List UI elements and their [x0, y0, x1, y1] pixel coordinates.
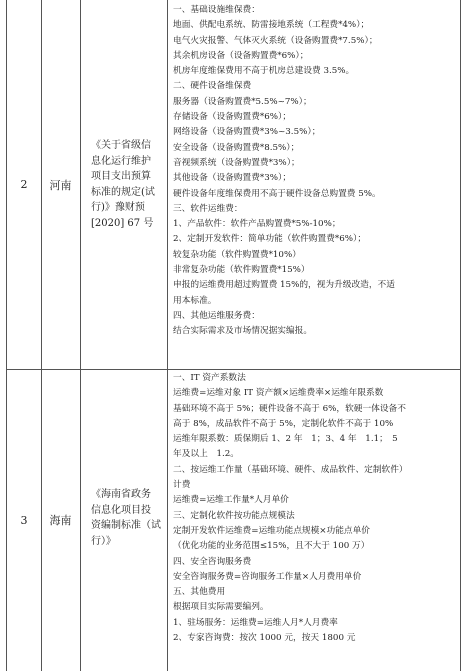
content-line: 存储设备（设备购置费*6%）；: [173, 112, 292, 123]
content-line: 服务器（设备购置费*5.5%~7%）；: [173, 96, 312, 107]
regulation-title-line: 《关于省级信: [91, 140, 151, 151]
content-line: 五、其他费用: [173, 587, 226, 598]
content-line: 二、按运维工作量（基础环境、硬件、成品软件、定制软件）: [173, 464, 408, 475]
standard-content: [173, 3, 395, 340]
content-line: 非常复杂功能（软件购置费*15%）: [173, 265, 310, 276]
content-line: 其他设备（设备购置费*3%）；: [173, 173, 292, 184]
content-line: 1、驻场服务：运维费=运维人月*人月费率: [173, 617, 338, 628]
content-line: 地面、供配电系统、防雷接地系统（工程费*4%）；: [173, 20, 370, 31]
content-line: 1、产品软件：软件产品购置费*5%-10%；: [173, 219, 341, 230]
content-line: 用本标准。: [173, 295, 217, 306]
province-cell: 海南: [49, 514, 72, 527]
content-line: 安全咨询服务费=咨询服务工作量×人月费用单价: [173, 571, 362, 582]
row-number-cell: 2: [20, 178, 28, 191]
content-line: 2、定制开发软件：简单功能（软件购置费*6%）；: [173, 234, 367, 245]
standard-content: [173, 371, 408, 646]
content-line: 申报的运维费用超过购置费 15%的，视为升级改造，不适: [173, 280, 395, 291]
column-divider: [80, 0, 81, 671]
content-line: 机房年度维保费用不高于机房总建设费 3.5%。: [173, 66, 355, 77]
content-line: 一、IT 资产系数法: [173, 373, 246, 383]
regulation-title-line: 行)》豫财预: [91, 202, 145, 213]
content-line: 运维年限系数：质保期后 1、2 年 1；3、4 年 1.1； 5: [173, 434, 398, 445]
content-line: 2、专家咨询费：按次 1000 元，按天 1800 元: [173, 633, 356, 644]
regulation-title-line: 信息化项目投: [91, 504, 151, 516]
content-line: 较复杂功能（软件购置费*10%）: [173, 249, 301, 260]
content-line: 其余机房设备（设备购置费*6%）；: [173, 50, 309, 61]
content-line: 四、其他运维服务费：: [173, 310, 260, 321]
content-line: 结合实际需求及市场情况据实编报。: [173, 326, 312, 337]
content-line: 网络设备（设备购置费*3%~3.5%）；: [173, 127, 321, 138]
content-line: 运维费=运维工作量*人月单价: [173, 495, 289, 506]
row-number-cell: 3: [20, 513, 28, 527]
content-line: 电气火灾报警、气体灭火系统（设备购置费*7.5%）；: [173, 35, 378, 46]
content-line: 计费: [173, 480, 191, 491]
content-line: 安全设备（设备购置费*8.5%）；: [173, 142, 300, 153]
content-line: 三、软件运维费：: [173, 203, 243, 214]
regulation-title-line: [2020] 67 号: [91, 217, 154, 229]
regulation-title-line: 行）》: [91, 535, 116, 547]
content-line: 一、基础设施维保费：: [173, 5, 260, 15]
regulation-title-line: 项目支出预算: [91, 171, 151, 182]
province-cell: 河南: [49, 178, 72, 192]
content-line: 根据项目实际需要编列。: [173, 602, 269, 613]
column-divider: [167, 0, 168, 671]
content-line: （优化功能的业务范围≤15%，且不大于 100 万）: [173, 541, 370, 552]
content-line: 二、硬件设备维保费: [173, 81, 252, 92]
content-line: 三、定制化软件按功能点规模法: [173, 510, 295, 521]
content-line: 高于 8%，成品软件不高于 5%，定制化软件不高于 10%: [173, 418, 394, 429]
content-line: 四、安全咨询服务费: [173, 556, 252, 567]
regulation-title-line: 标准的规定(试: [91, 186, 155, 198]
content-line: 定制开发软件运维费=运维功能点规模×功能点单价: [173, 525, 370, 536]
regulation-title: [91, 138, 163, 231]
content-line: 基础环境不高于 5%；硬件设备不高于 6%，软硬一体设备不: [173, 403, 406, 414]
regulation-title-line: 息化运行维护: [91, 155, 151, 167]
standards-table: [6, 0, 461, 671]
content-line: 硬件设备年度维保费用不高于硬件设备总购置费 5%。: [173, 188, 381, 199]
content-line: 音视频系统（设备购置费*3%）；: [173, 157, 300, 168]
regulation-title-line: 《海南省政务: [91, 489, 151, 500]
content-line: 运维费=运维对象 IT 资产额×运维费率×运维年限系数: [173, 388, 384, 399]
regulation-title: [91, 487, 163, 549]
content-line: 年及以上 1.2。: [173, 449, 239, 460]
regulation-title-line: 资编制标准（试: [91, 520, 161, 531]
